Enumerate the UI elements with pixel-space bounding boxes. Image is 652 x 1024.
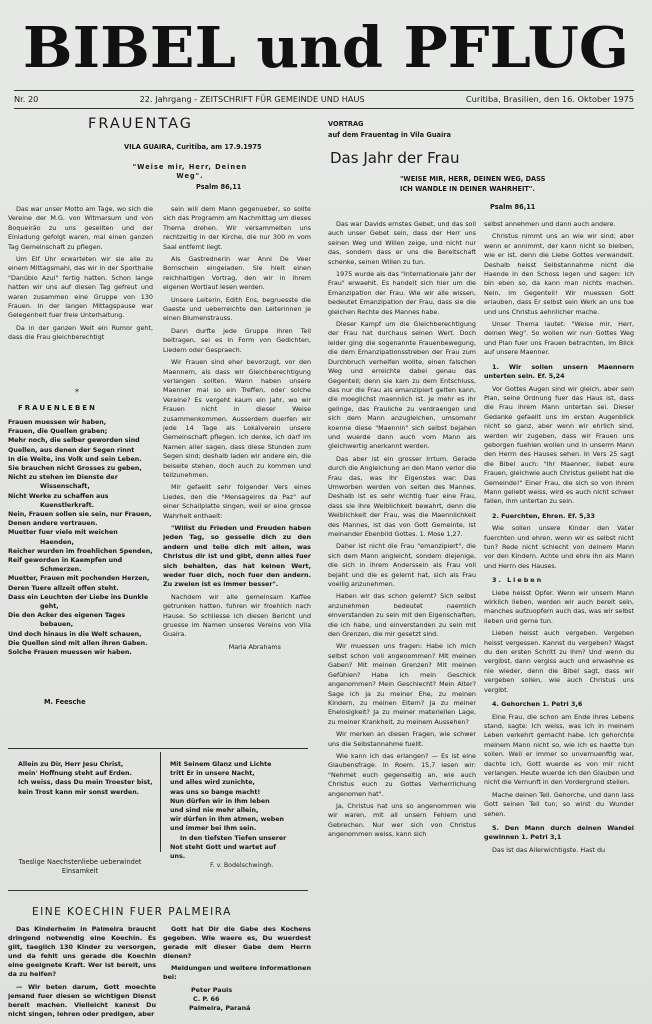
glanz-poem: [170, 760, 310, 875]
subheading: 3. Lieben: [492, 576, 544, 585]
poem-line: F. v. Bodelschwingh.: [210, 862, 274, 870]
poem-line: Mehr noch, die selber geworden sind: [8, 437, 140, 445]
poem-line: Muetter fuer viele mit weichen: [8, 529, 118, 537]
section-divider-star: *: [75, 388, 79, 397]
signature: Maria Abrahams: [228, 642, 281, 651]
poem-line: Quellen, aus denen der Segen rinnt: [8, 446, 135, 454]
paragraph: Mache deinen Teil. Gehorche, und dann lass Gott seinen Teil tun; so wirst du Wunder sehen.: [484, 790, 634, 818]
poem-line: und immer bei Ihm sein.: [170, 825, 257, 833]
paragraph: Dann durfte jede Gruppe ihren Teil beitragen, sei es in Form von Gedichten, Liedern oder Gespraech.: [163, 326, 311, 354]
paragraph: Meldungen und weitere Informationen bei:: [163, 964, 311, 982]
taeglich-footer: Taeslige Naechstenliebe ueberwindet Einsamkeit: [18, 858, 142, 875]
poem-line: Muetter, Frauen mit pochenden Herzen,: [8, 575, 150, 583]
frauenleben-heading: FRAUENLEBEN: [18, 404, 97, 412]
issue-volume: 22. Jahrgang - ZEITSCHRIFT FÜR GEMEINDE UND HAUS: [139, 94, 365, 104]
poem-line: uns.: [170, 853, 186, 861]
paragraph: Unser Thema lautet: "Weise mir, Herr, deinen Weg". So wollen wir nun Gottes Weg und Plan fuer uns Frauen betrachten, im Blick auf unsere Maenner.: [484, 320, 634, 357]
paragraph: Lieben heisst auch vergeben. Vergeben heisst vergessen. Kannst du vergeben? Wagst du den ersten Schritt zu ihm? Und wenn du vergibst, dann vergiss auch und erwaehne es nie wieder, denn die Bibel sagt, dass wir vergeben sollen, wie auch Christus uns vergibt.: [484, 629, 634, 694]
poem-line: Ich weiss, dass Du mein Troester bist,: [18, 779, 153, 787]
paragraph: Das war Davids ernstes Gebet, und das soll auch unser Gebet sein, dass der Herr uns seinen Weg und Willen zeige, und nicht nur das, sondern dass er uns die Bereitschaft schenke, seinen Willen zu tun.: [328, 220, 476, 266]
poem-line: Nun dürfen wir in Ihm leben: [170, 797, 270, 805]
paragraph: Haben wir das schon gelernt? Sich selbst anzunehmen bedeutet naemlich einverstanden zu sein mit den Eigenschaften, die ich habe, und einverstanden zu sein mit den Grenzen, die mir gesetzt sind.: [328, 592, 476, 639]
poem-line: tritt Er in unsere Nacht,: [170, 770, 255, 778]
poem-line: Reif geworden in Kaempfen und: [8, 557, 123, 565]
vortrag-kicker: VORTRAG: [328, 120, 364, 128]
poem-line: Dass ein Leuchten der Liebe ins Dunkle: [8, 593, 149, 601]
masthead-title: BIBEL und PFLUG: [22, 15, 630, 81]
poem-line: wir dürfen in Ihm atmen, weben: [170, 816, 284, 824]
frauenleben-poem: [8, 418, 158, 663]
paragraph: Liebe heisst Opfer. Wenn wir unsern Mann wirklich lieben, werden wir auch bereit sein, manches aufzuopfern auch das, was wir selbst lieben und gerne tun.: [484, 588, 634, 625]
vortrag-heading: Das Jahr der Frau: [330, 149, 460, 167]
frauentag-column-1: [8, 205, 153, 390]
poem-line: Not steht Gott und wartet auf: [170, 843, 277, 851]
paragraph: Gott hat Dir die Gabe des Kochens gegeben. Wie waere es, Du wuerdest gerade mit dieser Gabe dem Herrn dienen?: [163, 925, 311, 961]
vortrag-psalm: Psalm 86,11: [490, 203, 536, 211]
poem-line: Mit Seinem Glanz und Lichte: [170, 761, 272, 768]
vortrag-sub: auf dem Frauentag in Vila Guaira: [328, 131, 451, 139]
paragraph: "Willst du Frieden und Freuden haben jeden Tag, so gesselle dich zu den andern und teile dich mit allen, was Christus dir ist und gibt, denn alles fuer sich behalten, das hat keinen Wert, weder fuer dich, noch fuer den andern. Zu zweien ist es immer besser".: [163, 524, 311, 589]
koechin-heading: EINE KOECHIN FUER PALMEIRA: [32, 906, 232, 918]
vortrag-column-2: [484, 220, 634, 1024]
poem-line: Solche Frauen muessen wir haben.: [8, 649, 132, 657]
subheading: 4. Gehorchen 1. Petri 3,6: [492, 700, 583, 709]
poem-line: was uns so bange macht!: [170, 788, 261, 796]
poem-line: Frauen muessen wir haben,: [8, 419, 107, 426]
paragraph: selbst annehmen und dann auch andere.: [484, 220, 616, 228]
paragraph: Als Gastrednerin war Anni De Veer Bornschein eingeladen. Sie hielt einen reichhaltigen Vortrag, den wir in ihrem eigenen Wortlaut lesen werden.: [163, 255, 311, 292]
paragraph: Ja, Christus hat uns so angenommen wie wir waren, mit all unsern Fehlern und Gebrechen. Nur wer sich von Christus angenommen weiss, kann sich: [328, 801, 476, 839]
frauenleben-author: M. Feesche: [44, 698, 86, 706]
poem-line: und sind nie mehr allein,: [170, 807, 259, 815]
paragraph: — Wir beten darum, Gott moechte jemand fuer diesen so wichtigen Dienst bereit machen. Vielleicht kannst Du nicht singen, lehren oder predigen, aber: [8, 982, 156, 1018]
issue-place-date: Curitiba, Brasilien, den 16. Oktober 1975: [465, 94, 634, 104]
poem-line: Denen andere vertrauen.: [8, 520, 98, 528]
divider: [8, 748, 308, 749]
divider: [160, 752, 161, 852]
paragraph: Das aber ist ein grosser Irrtum. Gerade durch die Angleichung an den Mann verlor die Frau das, was ihr Eigenstes war: Das Umworben werden von seiten des Mannes. Deshalb ist es sehr wichtig fuer eine Frau, dass sie ihre Weiblichkeit bewahrt, denn die Weiblichkeit der Frau, was die Maennlichkeit des Mannes, ist das von Gott Gemeinte, ist meinander Ebenbild Gottes. 1. Mose 1,27.: [328, 454, 476, 538]
poem-line: Kuenstlerkraft.: [40, 501, 94, 509]
poem-line: In die Weite, ins Volk und sein Leben.: [8, 455, 142, 463]
poem-line: und alles wird zunichte,: [170, 779, 255, 787]
paragraph: sein will dem Mann gegenueber, so sollte sich das Programm am Nachmittag um dieses Thema drehen. Wir versammelten uns rechtzeitig in der Kirche, die nur 300 m vom Saal entfernt liegt.: [163, 205, 311, 251]
paragraph: Um Elf Uhr erwarteten wir sie alle zu einem Mittagsmahl, das wir in der Sporthalle "Danúbio Azul" fertig hatten. Schon lange hatten wir uns auf diesen Tag gefreut und waren zusammen eine Gruppe von 130 Frauen. In der langen Mittagspause war Gelegenheit fuer freie Unterhaltung.: [8, 255, 153, 320]
poem-line: kein Trost kann mir sonst werden.: [18, 788, 140, 796]
poem-line: Reicher wurden im froehlichen Spenden,: [8, 547, 153, 555]
poem-line: Sie brauchen nicht Grosses zu geben,: [8, 465, 142, 473]
poem-line: mein' Hoffnung steht auf Erden.: [18, 770, 132, 778]
paragraph: Wie kann ich das erlangen? — Es ist eine Glaubensfrage. In Roem. 15,7 lesen wir: "Nehmet euch gegenseitig an, wie auch Christus euch zu Gottes Verherrlichung angenomen hat".: [328, 751, 476, 798]
frauentag-heading: FRAUENTAG: [88, 116, 193, 132]
poem-line: Und doch hinaus in die Welt schauen,: [8, 630, 142, 638]
contact-name: Peter Pauls: [191, 985, 233, 994]
paragraph: Eine Frau, die schon am Ende ihres Lebens stand, sagte: Ich weiss, was ich in meinem Leben verkehrt gemacht habe. Ich gehorchte meinem Mann nicht so, wie ich es haette tun sollen. Weil er immer so unvernuenftig war, dachte ich, Gott wuerde es von mir nicht verlangen. Heute wuerde ich den Glauben und nicht die Vernunft in den Vordergrund stellen.: [484, 712, 634, 787]
subheading: 5. Den Mann durch deinen Wandel gewinnen 1. Petri 3,1: [484, 823, 634, 842]
koechin-column-2: [163, 925, 311, 1024]
paragraph: Daher ist nicht die Frau "emanzipiert", die sich dem Mann angleicht, sondern diejenige, die sich in ihrem Anderssein als Frau voll bejaht und die es gelernt hat, sich als Frau voellig anzunehmen.: [328, 542, 476, 589]
poem-line: Frauen, die Quellen graben;: [8, 428, 108, 436]
poem-line: Allein zu Dir, Herr Jesu Christ,: [18, 761, 124, 768]
issue-number: Nr. 20: [14, 94, 39, 104]
poem-line: Nicht Werke zu schaffen aus: [8, 492, 109, 500]
issue-line: [14, 90, 634, 109]
poem-line: Die Quellen sind mit allen ihren Gaben.: [8, 639, 148, 647]
paragraph: Wir Frauen sind eher bevorzugt, vor den Maennern, als dass wir Gleichberechtigung verlangen sollten. Wann haben unsere Maenner mal so ein Treffen, oder solche Vereine? Es vergeht kaum ein Jahr, wo wir Frauen nicht in dieser Weise zusammenkommen. Ausserdem duerfen wir jede 14 Tage als Lokalverein unsere Gemeinschaft pflegen. Ich denke, ich darf im Namen aller sagen, dass diese Stunden zum Segen sind; deshalb laden wir andere ein, die beiseite stehen, doch auch zu kommen und teilzunehmen.: [163, 358, 311, 479]
contact-city: Palmeira, Paraná: [189, 1003, 251, 1012]
paragraph: Wie sollen unsere Kinder den Vater fuerchten und ehren, wenn wir es selbst nicht tun? Rede nicht schlecht von deinem Mann vor den Kindern. Achte und ehre ihn als Mann und Herrn des Hauses.: [484, 524, 634, 570]
poem-line: Schmerzen.: [40, 566, 82, 574]
subheading: 1. Wir sollen unsern Maennern unterten sein. Ef. 5,24: [484, 362, 634, 381]
paragraph: Wir muessen uns fragen: Habe ich mich selbst schon voll angenommen? Mit meinen Gaben? Mit meinen Grenzen? Mit meinen Gefühlen? Habe ich mein Geschick angenommen? Mein Geschlecht? Mein Alter? Sage ich ja zu meiner Ehe, zu meinen Kindern, zu meinen Eltern? Ja zu meiner Ehelosigkeit? Ja zu meiner materiellen Lage, zu meiner Krankheit, zu meinem Aussehen?: [328, 642, 476, 726]
paragraph: 1975 wurde als das "Internationale Jahr der Frau" erwaehlt. Es handelt sich hier um die Emanzipation der Frau. Wie wir alle wissen, bedeutet Emanzipation der Frau, dass sie die gleichen Rechte des Mannes habe.: [328, 270, 476, 316]
poem-line: Deren Tuere allzeit offen steht.: [8, 584, 119, 592]
poem-line: Haenden,: [40, 538, 74, 546]
vortrag-motto: "WEISE MIR, HERR, DEINEN WEG, DASS ICH WANDLE IN DEINER WAHRHEIT".: [400, 175, 546, 193]
paragraph: Das ist das Allerwichtigste. Hast du: [492, 845, 606, 854]
paragraph: Dieser Kampf um die Gleichberechtigung der Frau hat durchaus seinen Wert. Doch leider ging die sogenannte Frauenbewegung, die dem Emanzipationsstreben der Frau zum Durchbruch verhelfen wollte, einen falschen Weg und erreichte dabei genau das Gegenteil; denn sie kam zu dem Entschluss, das nur die Frau als emanzipiert gelten kann, die moeglichst maennlich ist. Je mehr es ihr gelinge, das Frauliche zu verdraengen und sich dem Mann anzugleichen, umsomehr koenne diese "Maennin" sich selbst bejahen und wuerde dann auch vom Mann als gleichwertig anerkannt werden.: [328, 320, 476, 451]
poem-line: bebauen,: [40, 621, 74, 629]
paragraph: Das Kinderheim in Palmeira braucht dringend notwendig eine Koechin. Es gilt, taeglich 130 Kinder zu versorgen, und da fehlt uns gerade die Koechin eine geeignete Kraft. Wer ist bereit, uns da zu helfen?: [8, 925, 156, 979]
paragraph: Mir gefaellt sehr folgender Vers eines Liedes, den die "Mensageiros da Paz" auf einer Schallplatte singen, weil er eine grosse Wahrheit enthaelt:: [163, 483, 311, 520]
frauentag-column-2: [163, 205, 311, 745]
koechin-column-1: [8, 925, 156, 1024]
contact-box: C. P. 66: [193, 994, 220, 1003]
paragraph: Christus nimmt uns an wie wir sind; aber wenn er annimmt, der kann nicht so bleiben, wie er ist, denn die Liebe Gottes verwandelt. Deshalb heisst Selbstannahme nicht die Haende in den Schoss legen und sagen: Ich bin eben so, da kann man nichts machen. Nein, im Gegenteil! Wir muessen Gott erlauben, dass Er selbst sein Werk an uns tue und uns Christus aehnlicher mache.: [484, 232, 634, 316]
poem-line: Die den Acker des eigenen Tages: [8, 612, 126, 620]
paragraph: Das war unser Motto am Tage, wo sich die Vereine der M.G. von Witmarsum und von Boqueirão zu uns gesellten und der Einladung gefolgt waren, mal einen ganzen Tag Gemeinschaft zu pflegen.: [8, 205, 153, 251]
frauentag-psalm: Psalm 86,11: [196, 183, 242, 191]
poem-line: geht,: [40, 603, 59, 611]
subheading: 2. Fuerchten, Ehren. Ef. 5,33: [492, 511, 595, 520]
allein-poem: [18, 760, 158, 820]
frauentag-dateline: VILA GUAIRA, Curitiba, am 17.9.1975: [124, 143, 262, 151]
paragraph: Vor Gottes Augen sind wir gleich, aber sein Plan, seine Ordnung fuer das Haus ist, dass die Frau ihrem Mann untertan sei. Dieser Gedanke gefaellt uns im ersten Augenblick nicht so ganz, aber wenn wir ehrlich sind, werden wir zugeben, dass wir Frauen uns geborgen fuehlen wollen und in unserm Mann den Herrn des Hauses sehen. In Vers 25 sagt die Bibel auch: "Ihr Maenner, liebet eure Frauen, gleichwie auch Christus geliebt hat die Gemeinde!" Einer Frau, die sich so von ihrem Mann geliebt weiss, wird es auch nicht schwer fallen, ihm untertan zu sein.: [484, 384, 634, 506]
vortrag-column-1: [328, 220, 476, 1024]
frauentag-motto: "Weise mir, Herr, Deinen Weg".: [132, 163, 248, 180]
paragraph: Da in der ganzen Welt ein Rumor geht, dass die Frau gleichberechtigt: [8, 323, 153, 342]
poem-line: Nein, Frauen sollen sie sein, nur Frauen,: [8, 511, 152, 519]
paragraph: Nachdem wir alle gemeinsam Kaffee getrunken hatten, fuhren wir froehlich nach Hause. So schliesse ich diesen Bericht und gruesse im Namen unseres Vereins von Vila Guaira.: [163, 592, 311, 639]
poem-line: Nicht zu stehen im Dienste der: [8, 474, 118, 482]
paragraph: Unsere Leiterin, Edith Ens, begruesste die Gaeste und ueberreichte den Leiterinnen je einen Blumenstrauss.: [163, 295, 311, 323]
divider: [8, 890, 308, 891]
poem-line: In den tiefsten Tiefen unserer: [180, 834, 287, 842]
poem-line: Wissenschaft,: [40, 483, 90, 491]
paragraph: Wir merken an diesen Fragen, wie schwer uns die Selbstannahme fuellt.: [328, 730, 476, 748]
